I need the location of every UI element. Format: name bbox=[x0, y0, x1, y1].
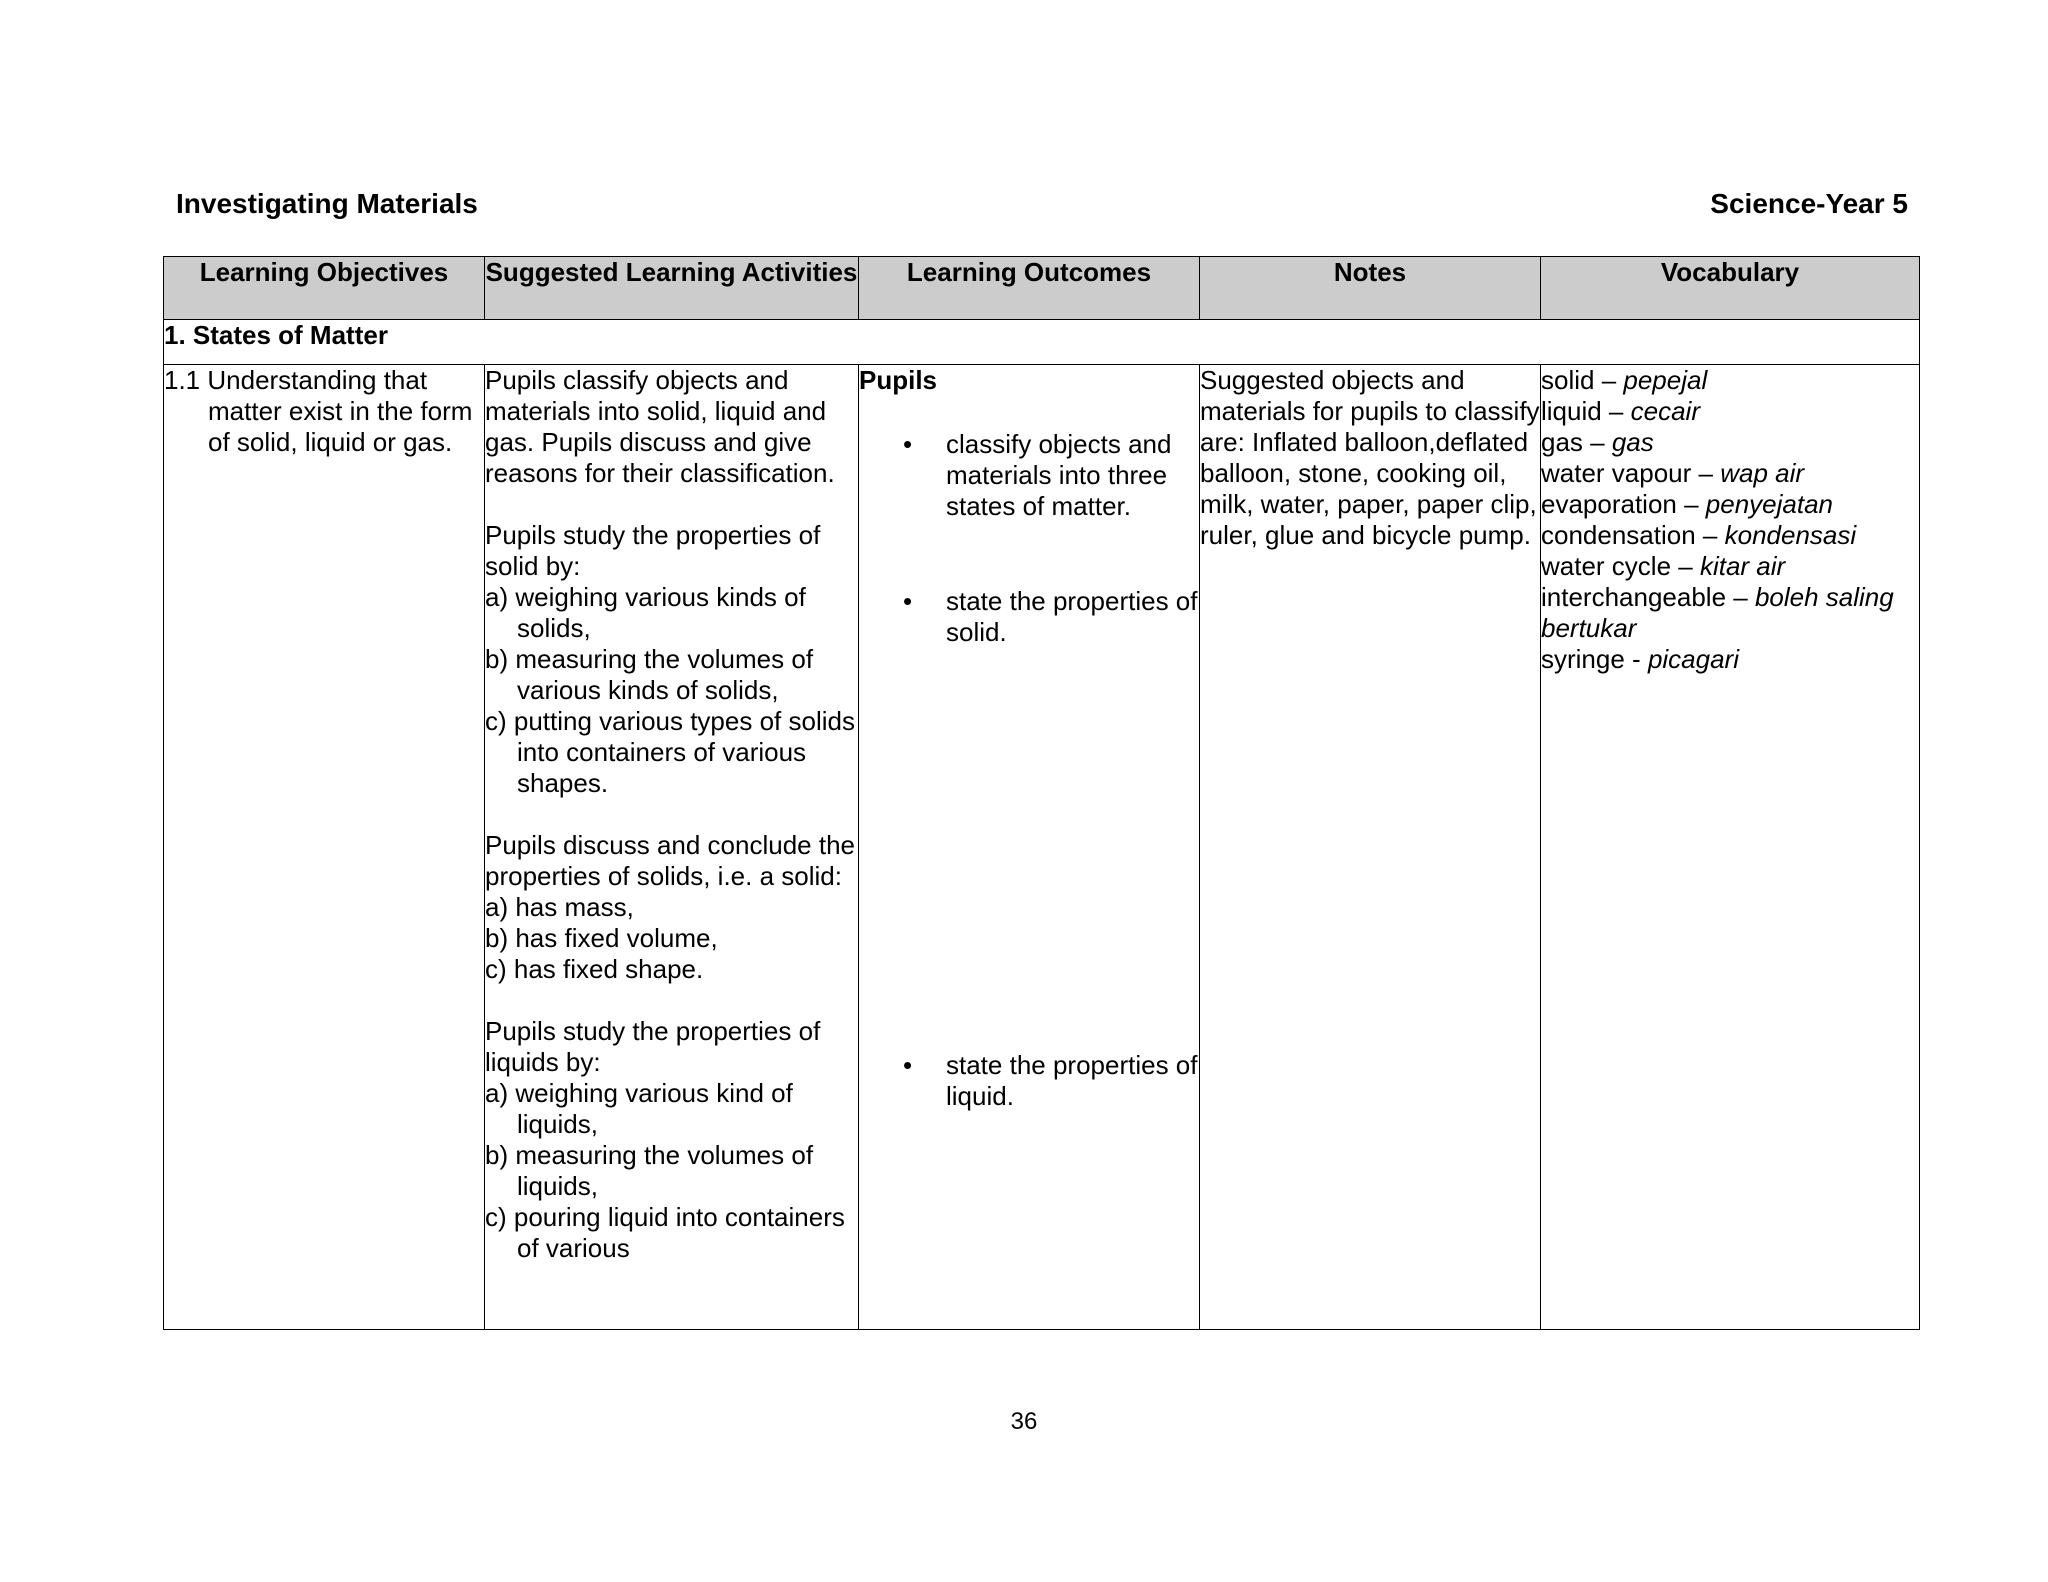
bullet-icon: • bbox=[903, 429, 913, 459]
vocabulary-entry: condensation – kondensasi bbox=[1541, 520, 1857, 550]
outcome-item bbox=[859, 1050, 1199, 1112]
objective-cell bbox=[164, 365, 485, 1330]
column-header-learning-outcomes: Learning Outcomes bbox=[859, 257, 1200, 320]
activity-paragraph: Pupils classify objects and materials into solid, liquid and gas. Pupils discuss and give reasons for their classification. bbox=[485, 365, 835, 488]
activity-item: c) pouring liquid into containers of various bbox=[485, 1202, 845, 1263]
column-header-learning-objectives: Learning Objectives bbox=[164, 257, 485, 320]
outcomes-heading: Pupils bbox=[859, 365, 938, 395]
vocabulary-entry: water vapour – wap air bbox=[1541, 458, 1805, 488]
outcome-item bbox=[859, 586, 1199, 648]
activity-item: a) weighing various kinds of solids, bbox=[485, 582, 806, 643]
column-header-vocabulary: Vocabulary bbox=[1541, 257, 1920, 320]
activity-item: a) weighing various kind of liquids, bbox=[485, 1078, 793, 1139]
column-header-suggested-activities: Suggested Learning Activities bbox=[485, 257, 859, 320]
objective-text: 1.1 Understanding that matter exist in the form of solid, liquid or gas. bbox=[164, 365, 473, 457]
vocabulary-entry: interchangeable – boleh saling bertukar bbox=[1541, 582, 1894, 643]
activity-item: b) measuring the volumes of liquids, bbox=[485, 1140, 814, 1201]
vocabulary-entry: solid – pepejal bbox=[1541, 365, 1708, 395]
section-title: 1. States of Matter bbox=[164, 320, 1920, 365]
outcomes-cell bbox=[859, 365, 1200, 1330]
vocabulary-entry: liquid – cecair bbox=[1541, 396, 1700, 426]
document-title: Investigating Materials bbox=[176, 188, 478, 219]
activity-item: a) has mass, bbox=[485, 892, 634, 922]
outcome-text: state the properties of liquid. bbox=[946, 1050, 1198, 1111]
bullet-icon: • bbox=[903, 586, 913, 616]
activity-paragraph: Pupils discuss and conclude the properties of solids, i.e. a solid: bbox=[485, 830, 856, 891]
page-header bbox=[176, 188, 1908, 224]
activity-item: c) has fixed shape. bbox=[485, 954, 704, 984]
bullet-icon: • bbox=[903, 1050, 913, 1080]
subject-year-label: Science-Year 5 bbox=[1710, 188, 1908, 219]
vocabulary-entry: water cycle – kitar air bbox=[1541, 551, 1786, 581]
activity-item: b) has fixed volume, bbox=[485, 923, 718, 953]
table-row bbox=[164, 365, 1920, 1330]
notes-cell bbox=[1200, 365, 1541, 1330]
curriculum-table bbox=[163, 256, 1920, 1330]
activity-paragraph: Pupils study the properties of solid by: bbox=[485, 520, 821, 581]
vocabulary-entry: gas – gas bbox=[1541, 427, 1654, 457]
table-header-row bbox=[164, 257, 1920, 320]
activity-item: b) measuring the volumes of various kinds of solids, bbox=[485, 644, 814, 705]
activities-cell bbox=[485, 365, 859, 1330]
activity-paragraph: Pupils study the properties of liquids by: bbox=[485, 1016, 821, 1077]
outcome-item bbox=[859, 429, 1199, 522]
section-row bbox=[164, 320, 1920, 365]
activity-item: c) putting various types of solids into containers of various shapes. bbox=[485, 706, 855, 798]
column-header-notes: Notes bbox=[1200, 257, 1541, 320]
outcome-text: state the properties of solid. bbox=[946, 586, 1198, 647]
notes-text: Suggested objects and materials for pupils to classify are: Inflated balloon,deflated balloon, stone, cooking oil, milk, water, paper, paper clip, ruler, glue and bicycle pump. bbox=[1200, 365, 1540, 550]
vocabulary-entry: syringe - picagari bbox=[1541, 644, 1739, 674]
outcome-text: classify objects and materials into three states of matter. bbox=[946, 429, 1172, 521]
vocabulary-cell bbox=[1541, 365, 1920, 1330]
page-number: 36 bbox=[1010, 1408, 1038, 1435]
vocabulary-entry: evaporation – penyejatan bbox=[1541, 489, 1834, 519]
